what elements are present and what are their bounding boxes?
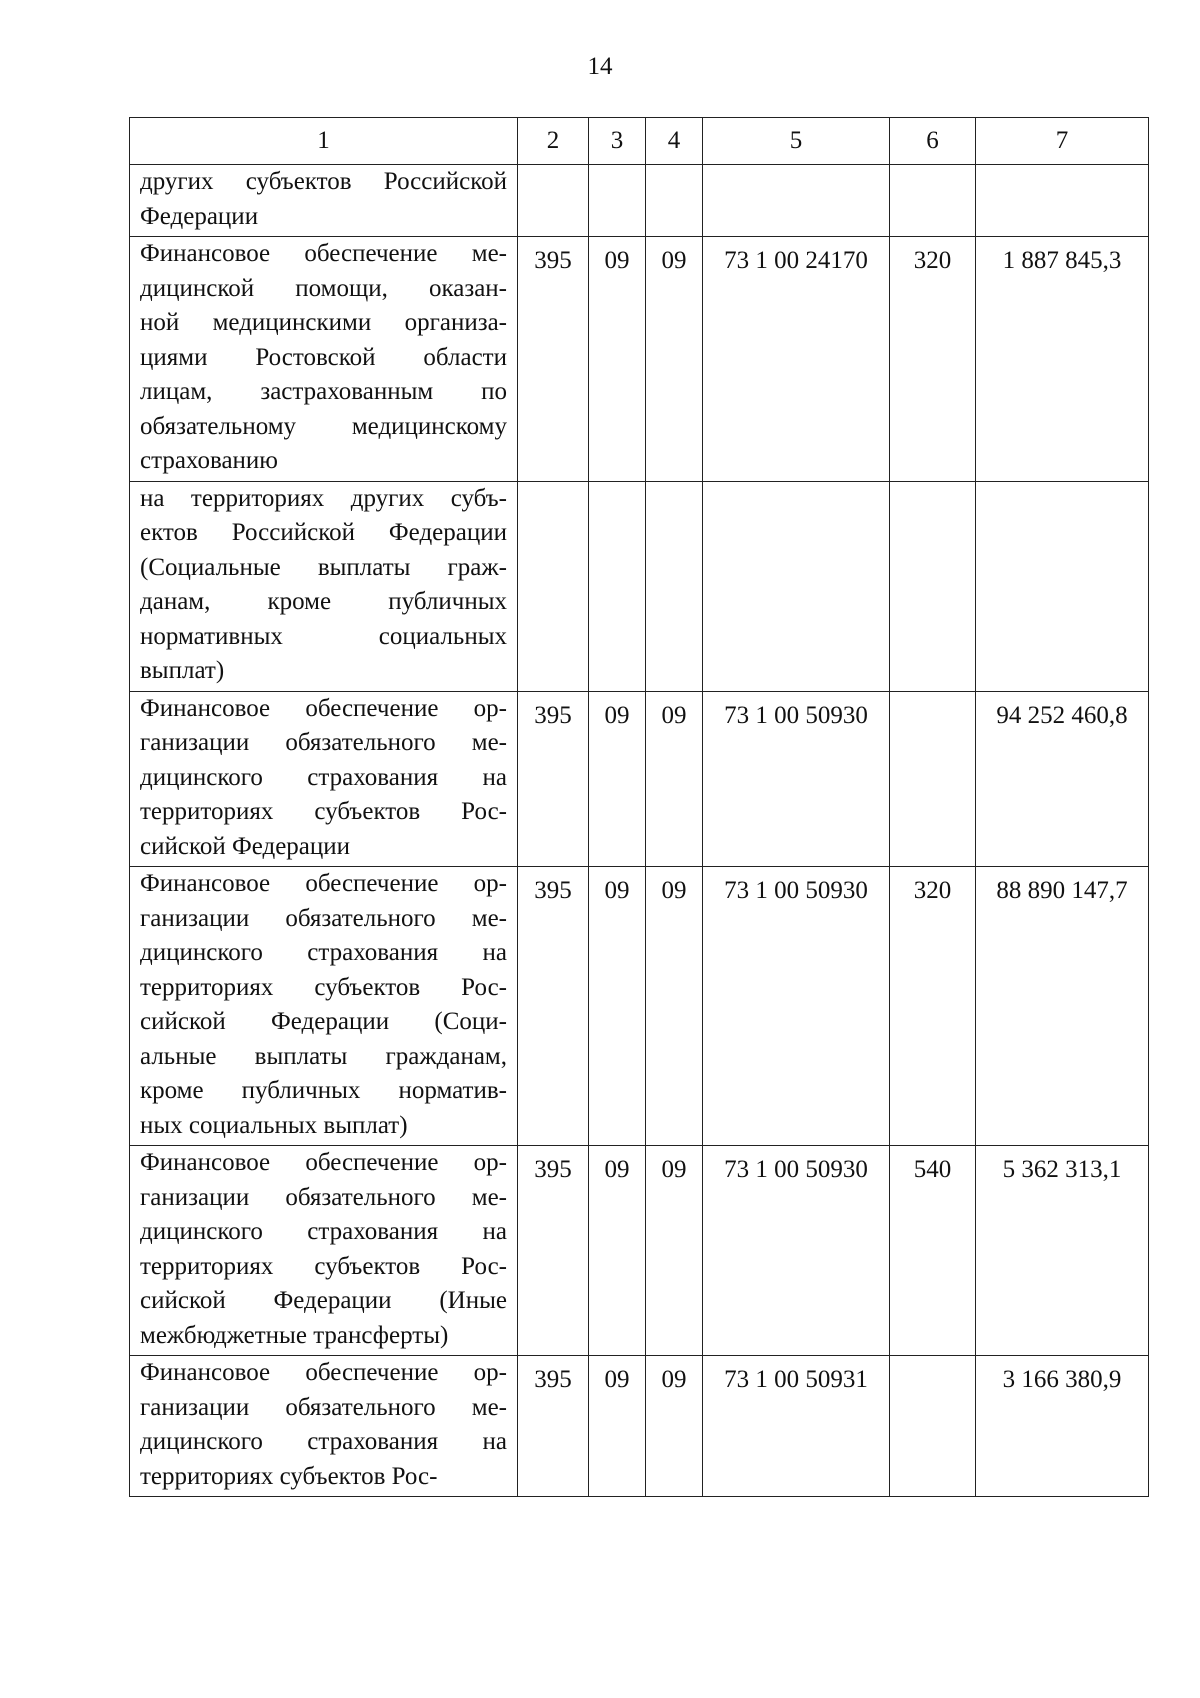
- amount-cell: [976, 165, 1149, 237]
- expense-type-cell: [890, 691, 976, 867]
- subsection-code-cell: 09: [646, 867, 703, 1146]
- expense-type-cell: [890, 481, 976, 691]
- table-row: [130, 481, 1149, 691]
- description-line: сийской Федерации (Соци-: [140, 1008, 507, 1035]
- target-article-cell: 73 1 00 50930: [703, 691, 890, 867]
- section-code-cell: [589, 481, 646, 691]
- amount-cell: 88 890 147,7: [976, 867, 1149, 1146]
- description-line: на территориях других субъ-: [140, 484, 507, 512]
- description-line: сийской Федерации (Иные: [140, 1287, 507, 1314]
- description-line: нормативных социальных: [140, 622, 507, 650]
- description-line: территориях субъектов Рос-: [140, 798, 507, 825]
- description-line: выплат): [140, 657, 225, 684]
- description-line: территориях субъектов Рос-: [140, 1252, 507, 1280]
- subsection-code-cell: 09: [646, 1146, 703, 1356]
- amount-cell: 94 252 460,8: [976, 691, 1149, 867]
- description-line: лицам, застрахованным по: [140, 378, 507, 405]
- description-line: альные выплаты гражданам,: [140, 1042, 507, 1070]
- description-line: ганизации обязательного ме-: [140, 904, 507, 932]
- description-line: ганизации обязательного ме-: [140, 1183, 507, 1211]
- row-description: [130, 867, 518, 1146]
- description-line: обязательному медицинскому: [140, 412, 507, 440]
- table-row: [130, 1146, 1149, 1356]
- description-line: ной медицинскими организа-: [140, 309, 507, 336]
- description-line: Финансовое обеспечение ор-: [140, 870, 507, 897]
- description-line: сийской Федерации: [140, 832, 351, 860]
- description-line: ных социальных выплат): [140, 1111, 408, 1139]
- subsection-code-cell: [646, 165, 703, 237]
- ministry-code-cell: 395: [518, 237, 589, 482]
- description-line: Финансовое обеспечение ор-: [140, 1149, 507, 1176]
- table-row: [130, 165, 1149, 237]
- expense-type-cell: [890, 1356, 976, 1497]
- expense-type-cell: 320: [890, 867, 976, 1146]
- amount-cell: 3 166 380,9: [976, 1356, 1149, 1497]
- row-description: [130, 1146, 518, 1356]
- description-line: кроме публичных норматив-: [140, 1077, 507, 1104]
- target-article-cell: 73 1 00 50931: [703, 1356, 890, 1497]
- ministry-code-cell: 395: [518, 691, 589, 867]
- section-code-cell: 09: [589, 691, 646, 867]
- expense-type-cell: 540: [890, 1146, 976, 1356]
- table-row: [130, 691, 1149, 867]
- section-code-cell: 09: [589, 1356, 646, 1497]
- section-code-cell: [589, 165, 646, 237]
- description-line: других субъектов Российской: [140, 168, 507, 195]
- subsection-code-cell: 09: [646, 237, 703, 482]
- ministry-code-cell: [518, 481, 589, 691]
- table-row: [130, 867, 1149, 1146]
- ministry-code-cell: 395: [518, 1146, 589, 1356]
- description-line: дицинского страхования на: [140, 763, 507, 791]
- amount-cell: 5 362 313,1: [976, 1146, 1149, 1356]
- target-article-cell: 73 1 00 50930: [703, 1146, 890, 1356]
- column-header: 6: [890, 118, 976, 165]
- description-line: Финансовое обеспечение ме-: [140, 240, 507, 267]
- amount-cell: 1 887 845,3: [976, 237, 1149, 482]
- target-article-cell: 73 1 00 50930: [703, 867, 890, 1146]
- description-line: дицинского страхования на: [140, 1428, 507, 1455]
- row-description: [130, 691, 518, 867]
- ministry-code-cell: 395: [518, 867, 589, 1146]
- ministry-code-cell: 395: [518, 1356, 589, 1497]
- table-row: [130, 237, 1149, 482]
- subsection-code-cell: 09: [646, 1356, 703, 1497]
- row-description: [130, 481, 518, 691]
- description-line: дицинского страхования на: [140, 1218, 507, 1245]
- subsection-code-cell: [646, 481, 703, 691]
- target-article-cell: [703, 481, 890, 691]
- description-line: территориях субъектов Рос-: [140, 973, 507, 1001]
- description-line: межбюджетные трансферты): [140, 1321, 449, 1349]
- description-line: Федерации: [140, 202, 259, 230]
- description-line: циями Ростовской области: [140, 343, 507, 371]
- description-line: территориях субъектов Рос-: [140, 1462, 438, 1490]
- target-article-cell: 73 1 00 24170: [703, 237, 890, 482]
- description-line: данам, кроме публичных: [140, 588, 507, 615]
- budget-table: [129, 117, 1149, 1497]
- description-line: (Социальные выплаты граж-: [140, 553, 507, 581]
- section-code-cell: 09: [589, 1146, 646, 1356]
- section-code-cell: 09: [589, 867, 646, 1146]
- section-code-cell: 09: [589, 237, 646, 482]
- table-row: [130, 1356, 1149, 1497]
- column-header: 2: [518, 118, 589, 165]
- subsection-code-cell: 09: [646, 691, 703, 867]
- description-line: ганизации обязательного ме-: [140, 1393, 507, 1421]
- description-line: дицинской помощи, оказан-: [140, 274, 507, 302]
- description-line: страхованию: [140, 447, 278, 474]
- description-line: Финансовое обеспечение ор-: [140, 694, 507, 722]
- table-body: [130, 165, 1149, 1497]
- column-header: 7: [976, 118, 1149, 165]
- expense-type-cell: 320: [890, 237, 976, 482]
- row-description: [130, 1356, 518, 1497]
- description-line: Финансовое обеспечение ор-: [140, 1359, 507, 1386]
- amount-cell: [976, 481, 1149, 691]
- column-header: 4: [646, 118, 703, 165]
- row-description: [130, 165, 518, 237]
- header-row: [130, 118, 1149, 165]
- row-description: [130, 237, 518, 482]
- column-header: 1: [130, 118, 518, 165]
- expense-type-cell: [890, 165, 976, 237]
- column-header: 5: [703, 118, 890, 165]
- description-line: ектов Российской Федерации: [140, 519, 507, 546]
- page-number: 14: [587, 53, 613, 80]
- description-line: ганизации обязательного ме-: [140, 729, 507, 756]
- description-line: дицинского страхования на: [140, 939, 507, 966]
- column-header: 3: [589, 118, 646, 165]
- target-article-cell: [703, 165, 890, 237]
- ministry-code-cell: [518, 165, 589, 237]
